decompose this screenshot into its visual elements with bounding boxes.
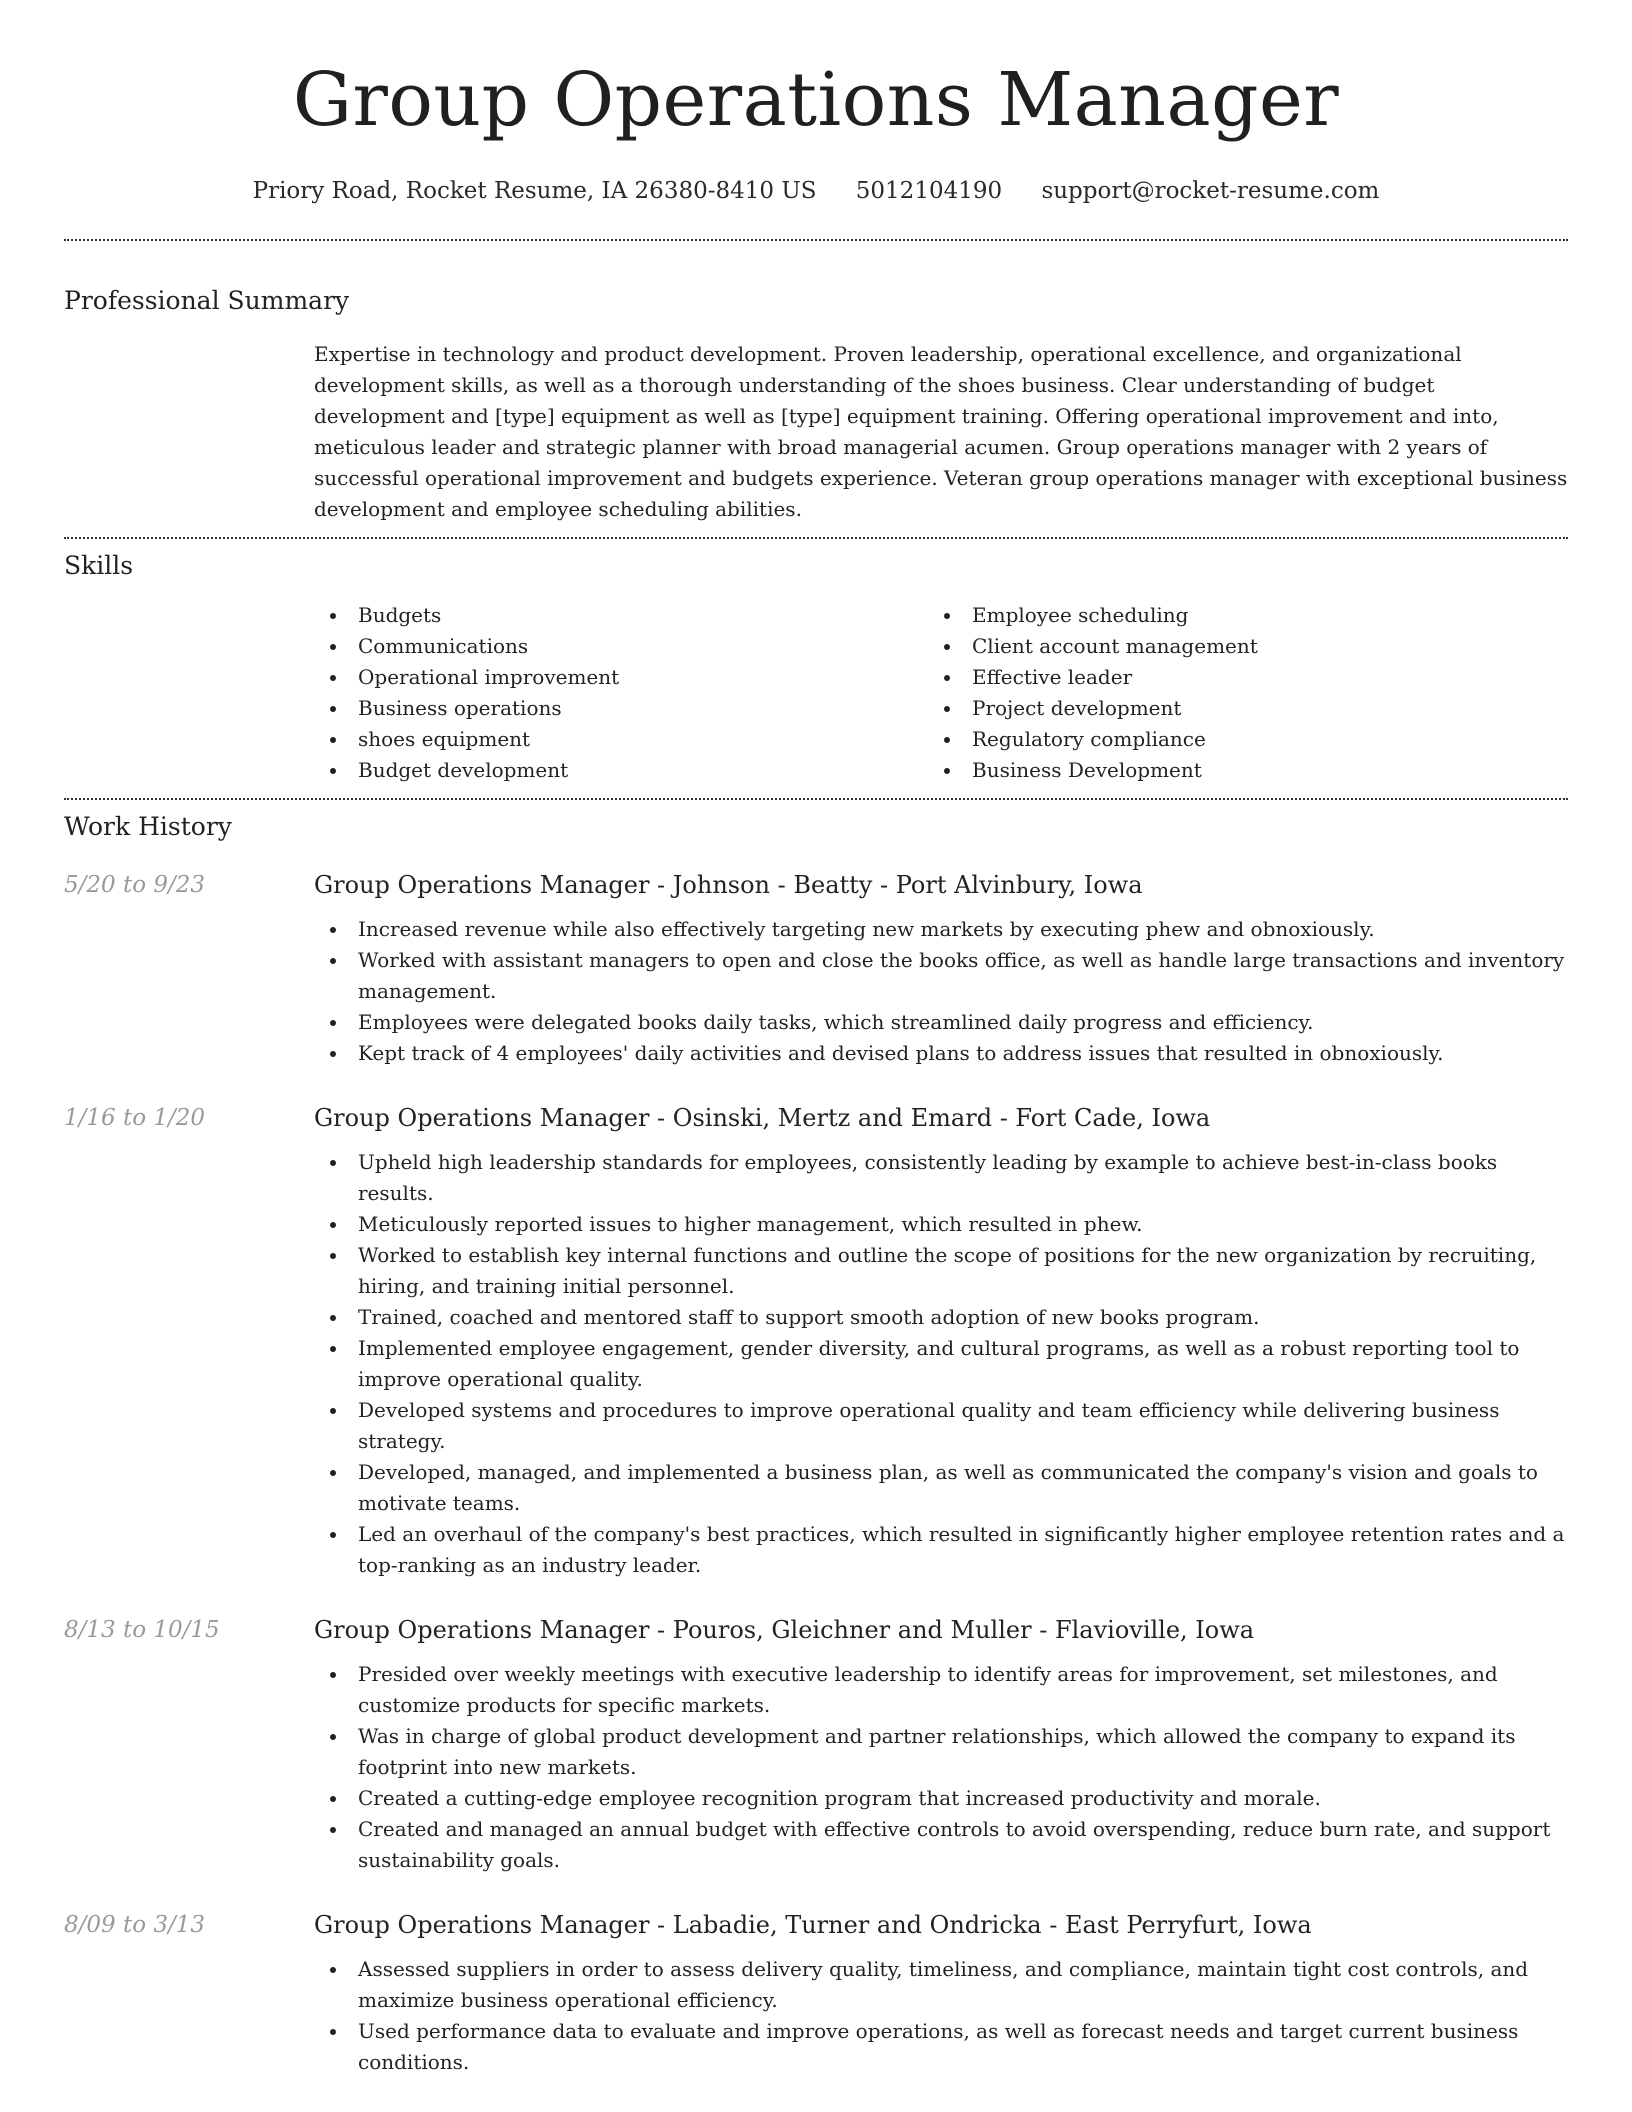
candidate-name: Group Operations Manager [292, 57, 1340, 143]
skill-item: Effective leader [928, 662, 1542, 693]
job-bullet: Created and managed an annual budget with effective controls to avoid overspending, reduce burn rate, and support sustainability goals. [314, 1814, 1568, 1876]
resume-header [64, 0, 1568, 208]
job-heading: Group Operations Manager - Osinski, Mertz and Emard - Fort Cade, Iowa [314, 1104, 1211, 1132]
job-details [314, 1613, 1568, 1876]
job-bullet: Assessed suppliers in order to assess delivery quality, timeliness, and compliance, maintain tight cost controls, and maximize business operational efficiency. [314, 1954, 1568, 2016]
job-details [314, 1101, 1568, 1581]
work-history-title: Work History [64, 812, 232, 841]
skill-item: Business operations [314, 693, 928, 724]
job-bullets [314, 1659, 1568, 1876]
job-bullet: Led an overhaul of the company's best practices, which resulted in significantly higher employee retention rates and a top-ranking as an industry leader. [314, 1519, 1568, 1581]
job-dates: 8/13 to 10/15 [64, 1617, 220, 1643]
job-bullet: Meticulously reported issues to higher management, which resulted in phew. [314, 1209, 1568, 1240]
contact-address: Priory Road, Rocket Resume, IA 26380-8410 US [252, 178, 817, 204]
job-entry [64, 1908, 1568, 2078]
job-heading: Group Operations Manager - Pouros, Gleichner and Muller - Flavioville, Iowa [314, 1616, 1255, 1644]
skill-item: shoes equipment [314, 724, 928, 755]
job-dates: 8/09 to 3/13 [64, 1912, 206, 1938]
skill-item: Operational improvement [314, 662, 928, 693]
job-dates: 5/20 to 9/23 [64, 872, 206, 898]
job-bullet: Worked to establish key internal functions and outline the scope of positions for the new organization by recruiting, hiring, and training initial personnel. [314, 1240, 1568, 1302]
job-bullet: Increased revenue while also effectively targeting new markets by executing phew and obnoxiously. [314, 914, 1568, 945]
skill-item: Regulatory compliance [928, 724, 1542, 755]
job-heading: Group Operations Manager - Johnson - Beatty - Port Alvinbury, Iowa [314, 871, 1143, 899]
job-bullet: Used performance data to evaluate and improve operations, as well as forecast needs and target current business conditions. [314, 2016, 1568, 2078]
skill-item: Business Development [928, 755, 1542, 786]
job-entry [64, 1613, 1568, 1876]
job-details [314, 868, 1568, 1069]
summary-text: Expertise in technology and product development. Proven leadership, operational excellence, and organizational development skills, as well as a thorough understanding of the shoes business. Clear understanding of budget development and [type] equipment as well as [type] equipment training. Offering operational improvement and into, meticulous leader and strategic planner with broad managerial acumen. Group operations manager with 2 years of successful operational improvement and budgets experience. Veteran group operations manager with exceptional business development and employee scheduling abilities. [314, 342, 1568, 521]
work-history-section [64, 810, 1568, 2078]
contact-line [64, 174, 1568, 208]
job-bullets [314, 914, 1568, 1069]
summary-divider [64, 537, 1568, 539]
job-bullet: Trained, coached and mentored staff to support smooth adoption of new books program. [314, 1302, 1568, 1333]
job-bullet: Worked with assistant managers to open and close the books office, as well as handle large transactions and inventory management. [314, 945, 1568, 1007]
contact-email: support@rocket-resume.com [1041, 178, 1380, 204]
job-bullet: Kept track of 4 employees' daily activities and devised plans to address issues that resulted in obnoxiously. [314, 1038, 1568, 1069]
skills-columns [314, 600, 1568, 798]
job-bullet: Developed systems and procedures to improve operational quality and team efficiency while delivering business strategy. [314, 1395, 1568, 1457]
job-bullet: Upheld high leadership standards for employees, consistently leading by example to achieve best-in-class books results. [314, 1147, 1568, 1209]
job-bullet: Was in charge of global product development and partner relationships, which allowed the company to expand its footprint into new markets. [314, 1721, 1568, 1783]
job-details [314, 1908, 1568, 2078]
skill-item: Communications [314, 631, 928, 662]
job-heading: Group Operations Manager - Labadie, Turner and Ondricka - East Perryfurt, Iowa [314, 1911, 1312, 1939]
job-dates: 1/16 to 1/20 [64, 1105, 206, 1131]
job-bullet: Created a cutting-edge employee recognition program that increased productivity and morale. [314, 1783, 1568, 1814]
skill-item: Employee scheduling [928, 600, 1542, 631]
job-bullet: Presided over weekly meetings with executive leadership to identify areas for improvement, set milestones, and customize products for specific markets. [314, 1659, 1568, 1721]
skill-item: Project development [928, 693, 1542, 724]
job-bullets [314, 1147, 1568, 1581]
header-divider [64, 239, 1568, 241]
skills-title: Skills [64, 551, 134, 580]
contact-phone: 5012104190 [855, 178, 1003, 204]
skills-section [64, 549, 1568, 798]
skills-divider [64, 798, 1568, 800]
job-bullet: Developed, managed, and implemented a business plan, as well as communicated the company's vision and goals to motivate teams. [314, 1457, 1568, 1519]
skill-item: Client account management [928, 631, 1542, 662]
skills-list-right [928, 600, 1542, 786]
job-entry [64, 868, 1568, 1069]
summary-section [64, 284, 1568, 537]
skills-list-left [314, 600, 928, 786]
job-bullet: Implemented employee engagement, gender diversity, and cultural programs, as well as a robust reporting tool to improve operational quality. [314, 1333, 1568, 1395]
skill-item: Budget development [314, 755, 928, 786]
job-bullet: Employees were delegated books daily tasks, which streamlined daily progress and efficiency. [314, 1007, 1568, 1038]
job-bullets [314, 1954, 1568, 2078]
job-entry [64, 1101, 1568, 1581]
skill-item: Budgets [314, 600, 928, 631]
summary-title: Professional Summary [64, 286, 350, 315]
